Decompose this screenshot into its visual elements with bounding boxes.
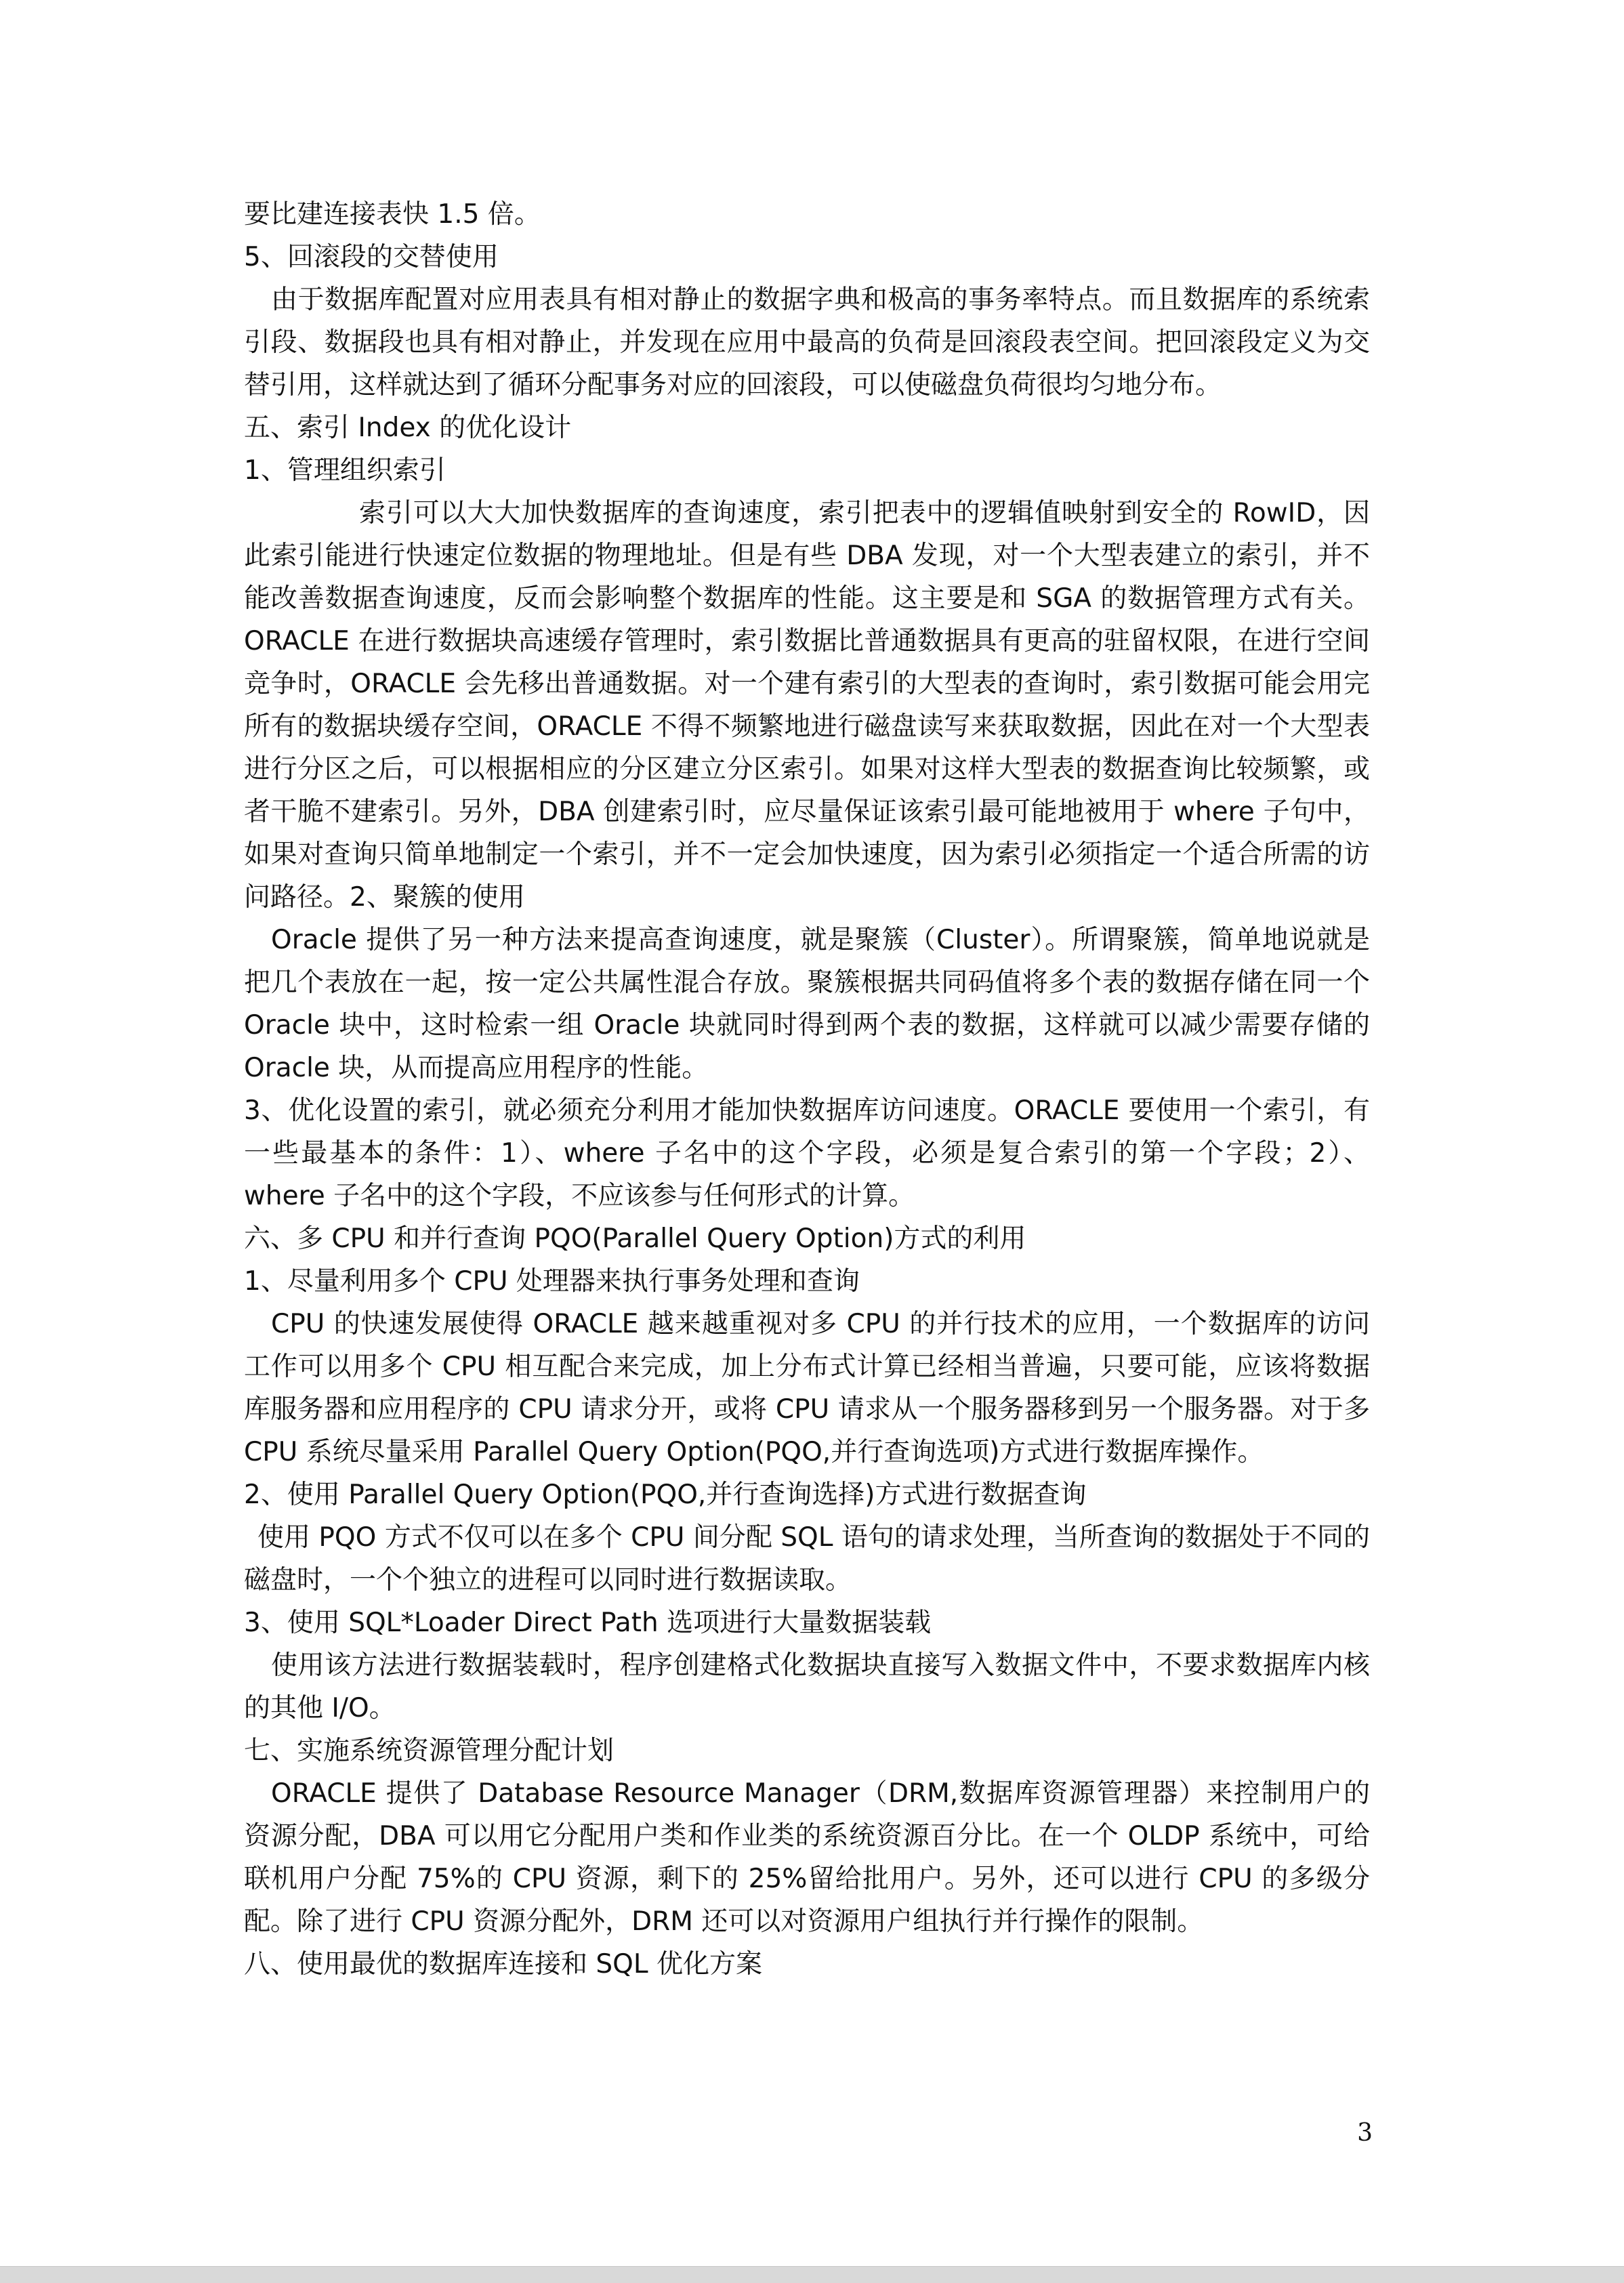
paragraph-rollback-segments: 由于数据库配置对应用表具有相对静止的数据字典和极高的事务率特点。而且数据库的系统索引段、数据段也具有相对静止，并发现在应用中最高的负荷是回滚段表空间。把回滚段定义为交替引用，这样就达到了循环分配事务对应的回滚段，可以使磁盘负荷很均匀地分布。 [244, 285, 1370, 400]
section-heading-db-connection: 八、使用最优的数据库连接和 SQL 优化方案 [244, 1949, 762, 1980]
paragraph-cluster: Oracle 提供了另一种方法来提高查询速度，就是聚簇（Cluster）。所谓聚簇，简单地说就是把几个表放在一起，按一定公共属性混合存放。聚簇根据共同码值将多个表的数据存储在同一个 Oracle 块中，这时检索一组 Oracle 块就同时得到两个表的数据，这样就可以减少需要存储的 Oracle 块，从而提高应用程序的性能。 [244, 925, 1370, 1083]
paragraph-index-conditions: 3、优化设置的索引，就必须充分利用才能加快数据库访问速度。ORACLE 要使用一个索引，有一些最基本的条件：1）、where 子名中的这个字段，必须是复合索引的第一个字段；2）、where 子名中的这个字段，不应该参与任何形式的计算。 [244, 1095, 1370, 1211]
heading-pqo: 2、使用 Parallel Query Option(PQO,并行查询选择)方式进行数据查询 [244, 1480, 1087, 1510]
paragraph-sql-loader: 使用该方法进行数据装载时，程序创建格式化数据块直接写入数据文件中，不要求数据库内核的其他 I/O。 [244, 1650, 1370, 1723]
document-body [244, 193, 1370, 1986]
heading-rollback-segments: 5、回滚段的交替使用 [244, 242, 499, 272]
page-number: 3 [1357, 2119, 1373, 2147]
paragraph-manage-index: 索引可以大大加快数据库的查询速度，索引把表中的逻辑值映射到安全的 RowID，因此索引能进行快速定位数据的物理地址。但是有些 DBA 发现，对一个大型表建立的索引，并不能改善数据查询速度，反而会影响整个数据库的性能。这主要是和 SGA 的数据管理方式有关。ORACLE 在进行数据块高速缓存管理时，索引数据比普通数据具有更高的驻留权限，在进行空间竞争时，ORACLE 会先移出普通数据。对一个建有索引的大型表的查询时，索引数据可能会用完所有的数据块缓存空间，ORACLE 不得不频繁地进行磁盘读写来获取数据，因此在对一个大型表进行分区之后，可以根据相应的分区建立分区索引。如果对这样大型表的数据查询比较频繁，或者干脆不建索引。另外，DBA 创建索引时，应尽量保证该索引最可能地被用于 where 子句中，如果对查询只简单地制定一个索引，并不一定会加快速度，因为索引必须指定一个适合所需的访问路径。2、聚簇的使用 [244, 498, 1370, 913]
paragraph-multi-cpu: CPU 的快速发展使得 ORACLE 越来越重视对多 CPU 的并行技术的应用，一个数据库的访问工作可以用多个 CPU 相互配合来完成，加上分布式计算已经相当普遍，只要可能，应该将数据库服务器和应用程序的 CPU 请求分开，或将 CPU 请求从一个服务器移到另一个服务器。对于多 CPU 系统尽量采用 Parallel Query Option(PQO,并行查询选项)方式进行数据库操作。 [244, 1309, 1370, 1467]
bottom-edge-bar [0, 2266, 1624, 2283]
heading-manage-index: 1、管理组织索引 [244, 455, 446, 486]
paragraph-pqo: 使用 PQO 方式不仅可以在多个 CPU 间分配 SQL 语句的请求处理，当所查询的数据处于不同的磁盘时，一个个独立的进程可以同时进行数据读取。 [244, 1522, 1370, 1595]
section-heading-resource-plan: 七、实施系统资源管理分配计划 [244, 1736, 615, 1766]
heading-sql-loader: 3、使用 SQL*Loader Direct Path 选项进行大量数据装载 [244, 1608, 932, 1638]
section-heading-multi-cpu: 六、多 CPU 和并行查询 PQO(Parallel Query Option)方式的利用 [244, 1223, 1026, 1254]
heading-multi-cpu: 1、尽量利用多个 CPU 处理器来执行事务处理和查询 [244, 1266, 860, 1297]
section-heading-index-optimization: 五、索引 Index 的优化设计 [244, 413, 572, 443]
paragraph-resource-plan: ORACLE 提供了 Database Resource Manager（DRM,数据库资源管理器）来控制用户的资源分配，DBA 可以用它分配用户类和作业类的系统资源百分比。在一个 OLDP 系统中，可给联机用户分配 75%的 CPU 资源，剩下的 25%留给批用户。另外，还可以进行 CPU 的多级分配。除了进行 CPU 资源分配外，DRM 还可以对资源用户组执行并行操作的限制。 [244, 1778, 1370, 1937]
paragraph-continuation: 要比建连接表快 1.5 倍。 [244, 199, 541, 230]
